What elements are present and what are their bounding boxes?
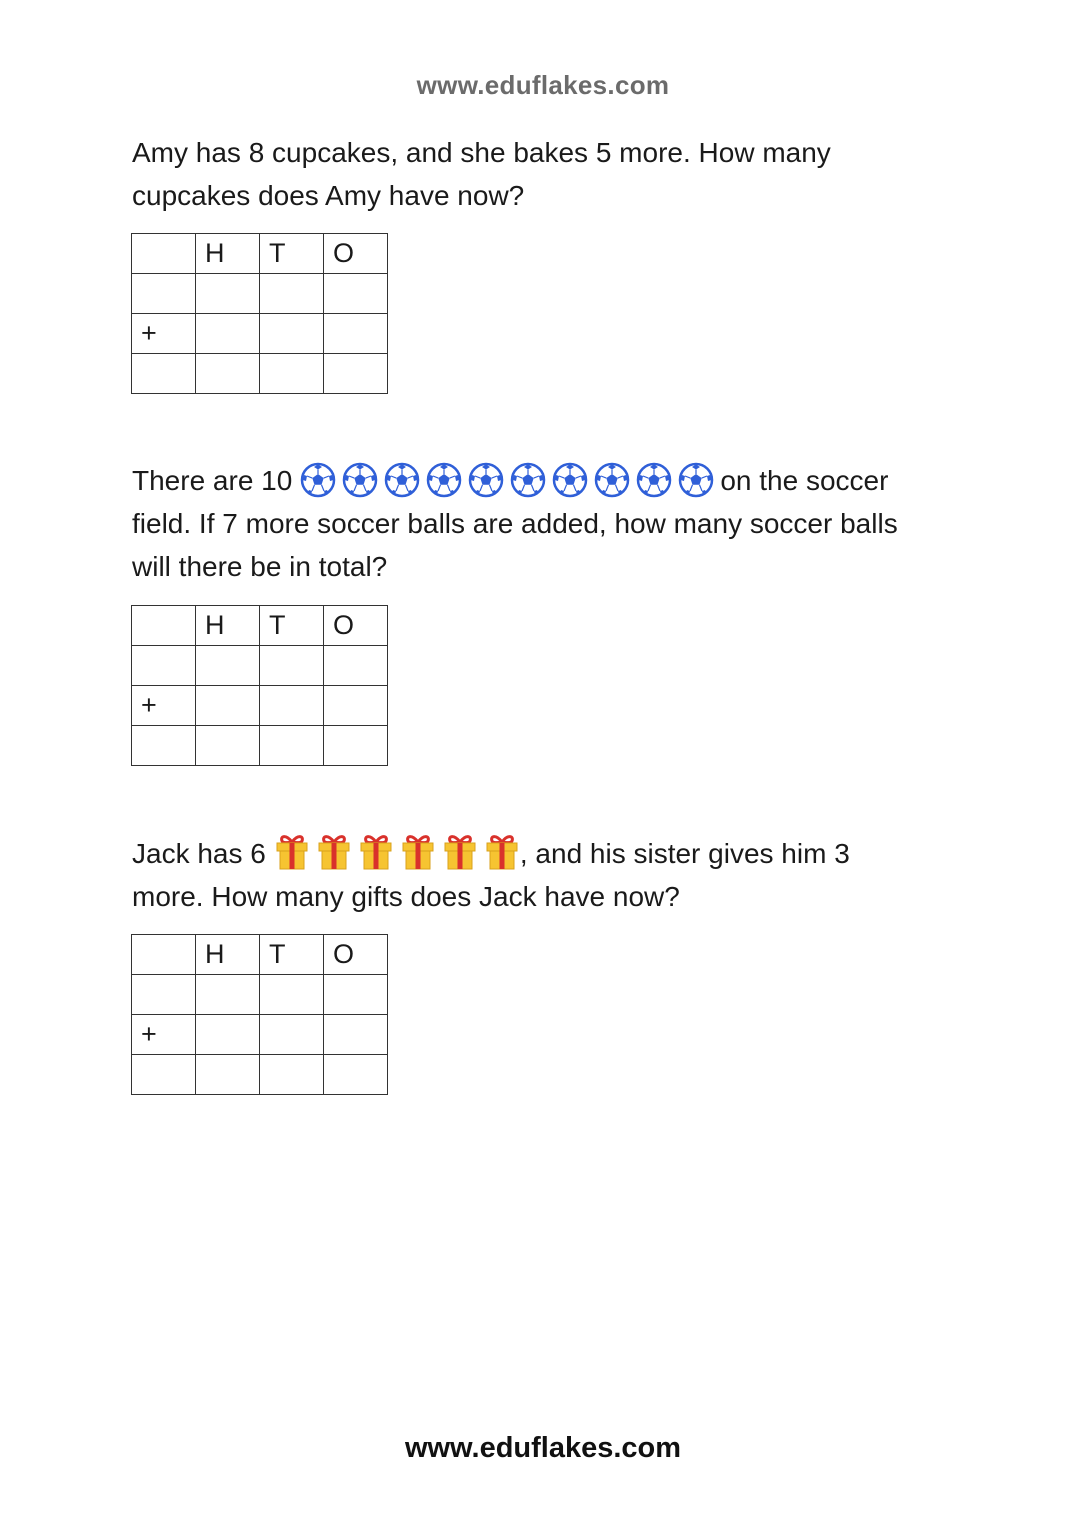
soccer-ball-icon bbox=[510, 462, 546, 498]
gift-icon bbox=[358, 833, 394, 871]
hto-table-1 bbox=[131, 233, 388, 394]
soccer-ball-icon bbox=[342, 462, 378, 498]
header-cell-ones: O bbox=[324, 606, 388, 646]
answer-cell[interactable] bbox=[260, 274, 324, 314]
footer-site-url: www.eduflakes.com bbox=[404, 1432, 682, 1464]
soccer-ball-icon bbox=[468, 462, 504, 498]
gift-icon bbox=[400, 833, 436, 871]
header-cell-ones: O bbox=[324, 935, 388, 975]
header-cell-empty bbox=[132, 234, 196, 274]
soccer-ball-icon bbox=[678, 462, 714, 498]
soccer-ball-icon bbox=[300, 462, 336, 498]
answer-cell[interactable] bbox=[324, 975, 388, 1015]
answer-cell[interactable] bbox=[132, 274, 196, 314]
header-cell-tens: T bbox=[260, 935, 324, 975]
header-cell-tens: T bbox=[260, 606, 324, 646]
soccer-ball-icon bbox=[636, 462, 672, 498]
soccer-ball-icon bbox=[552, 462, 588, 498]
answer-cell[interactable] bbox=[260, 975, 324, 1015]
answer-cell[interactable] bbox=[196, 274, 260, 314]
table-row bbox=[132, 274, 388, 314]
question-2-text-after: on the soccer bbox=[720, 465, 889, 496]
gift-icon bbox=[274, 833, 310, 871]
answer-cell[interactable] bbox=[324, 726, 388, 766]
answer-cell[interactable] bbox=[196, 314, 260, 354]
answer-cell[interactable] bbox=[260, 1055, 324, 1095]
answer-cell[interactable] bbox=[260, 686, 324, 726]
question-2 bbox=[132, 459, 962, 588]
table-header-row bbox=[132, 935, 388, 975]
answer-cell[interactable] bbox=[260, 646, 324, 686]
answer-cell[interactable] bbox=[132, 354, 196, 394]
gift-icon bbox=[442, 833, 478, 871]
question-2-line-2: field. If 7 more soccer balls are added, how many soccer balls bbox=[132, 508, 898, 539]
table-row bbox=[132, 354, 388, 394]
answer-cell[interactable] bbox=[324, 354, 388, 394]
table-row bbox=[132, 314, 388, 354]
header-cell-hundreds: H bbox=[196, 935, 260, 975]
answer-cell[interactable] bbox=[324, 274, 388, 314]
hto-table-3 bbox=[131, 934, 388, 1095]
answer-cell[interactable] bbox=[324, 646, 388, 686]
answer-cell[interactable] bbox=[132, 726, 196, 766]
table-header-row bbox=[132, 234, 388, 274]
question-2-line-1 bbox=[132, 459, 962, 502]
answer-cell[interactable] bbox=[260, 1015, 324, 1055]
answer-cell[interactable] bbox=[260, 726, 324, 766]
answer-cell[interactable] bbox=[196, 686, 260, 726]
answer-cell[interactable] bbox=[324, 1015, 388, 1055]
answer-cell[interactable] bbox=[260, 314, 324, 354]
answer-cell[interactable] bbox=[132, 975, 196, 1015]
table-row bbox=[132, 975, 388, 1015]
answer-cell[interactable] bbox=[132, 646, 196, 686]
question-1-line-2: cupcakes does Amy have now? bbox=[132, 180, 525, 211]
hto-table-2 bbox=[131, 605, 388, 766]
gift-icon bbox=[484, 833, 520, 871]
answer-cell[interactable] bbox=[196, 354, 260, 394]
gift-icon bbox=[316, 833, 352, 871]
question-3-text-before: Jack has 6 bbox=[132, 838, 266, 869]
table-row bbox=[132, 1015, 388, 1055]
table-header-row bbox=[132, 606, 388, 646]
answer-cell[interactable] bbox=[196, 1015, 260, 1055]
question-2-line-3: will there be in total? bbox=[132, 551, 388, 582]
gift-row bbox=[274, 833, 520, 871]
answer-cell[interactable] bbox=[324, 686, 388, 726]
question-3-line-2: more. How many gifts does Jack have now? bbox=[132, 881, 680, 912]
header-cell-empty bbox=[132, 935, 196, 975]
question-2-text-before: There are 10 bbox=[132, 465, 293, 496]
question-3-text-after: , and his sister gives him 3 bbox=[519, 838, 850, 869]
answer-cell[interactable] bbox=[324, 314, 388, 354]
header-site-url: www.eduflakes.com bbox=[416, 70, 670, 100]
question-1-line-1: Amy has 8 cupcakes, and she bakes 5 more. How many bbox=[132, 137, 831, 168]
question-3 bbox=[132, 832, 962, 918]
soccer-ball-icon bbox=[426, 462, 462, 498]
question-1 bbox=[132, 131, 962, 217]
header-cell-ones: O bbox=[324, 234, 388, 274]
answer-cell[interactable] bbox=[196, 646, 260, 686]
answer-cell[interactable] bbox=[196, 1055, 260, 1095]
answer-cell[interactable] bbox=[196, 726, 260, 766]
soccer-ball-icon bbox=[594, 462, 630, 498]
table-row bbox=[132, 726, 388, 766]
header-cell-hundreds: H bbox=[196, 606, 260, 646]
table-row bbox=[132, 686, 388, 726]
header-cell-tens: T bbox=[260, 234, 324, 274]
operator-cell: + bbox=[132, 1015, 196, 1055]
table-row bbox=[132, 646, 388, 686]
answer-cell[interactable] bbox=[324, 1055, 388, 1095]
soccer-ball-row bbox=[300, 462, 714, 498]
header-cell-empty bbox=[132, 606, 196, 646]
header-cell-hundreds: H bbox=[196, 234, 260, 274]
table-row bbox=[132, 1055, 388, 1095]
soccer-ball-icon bbox=[384, 462, 420, 498]
operator-cell: + bbox=[132, 686, 196, 726]
answer-cell[interactable] bbox=[260, 354, 324, 394]
operator-cell: + bbox=[132, 314, 196, 354]
question-3-line-1 bbox=[132, 832, 962, 875]
answer-cell[interactable] bbox=[132, 1055, 196, 1095]
answer-cell[interactable] bbox=[196, 975, 260, 1015]
